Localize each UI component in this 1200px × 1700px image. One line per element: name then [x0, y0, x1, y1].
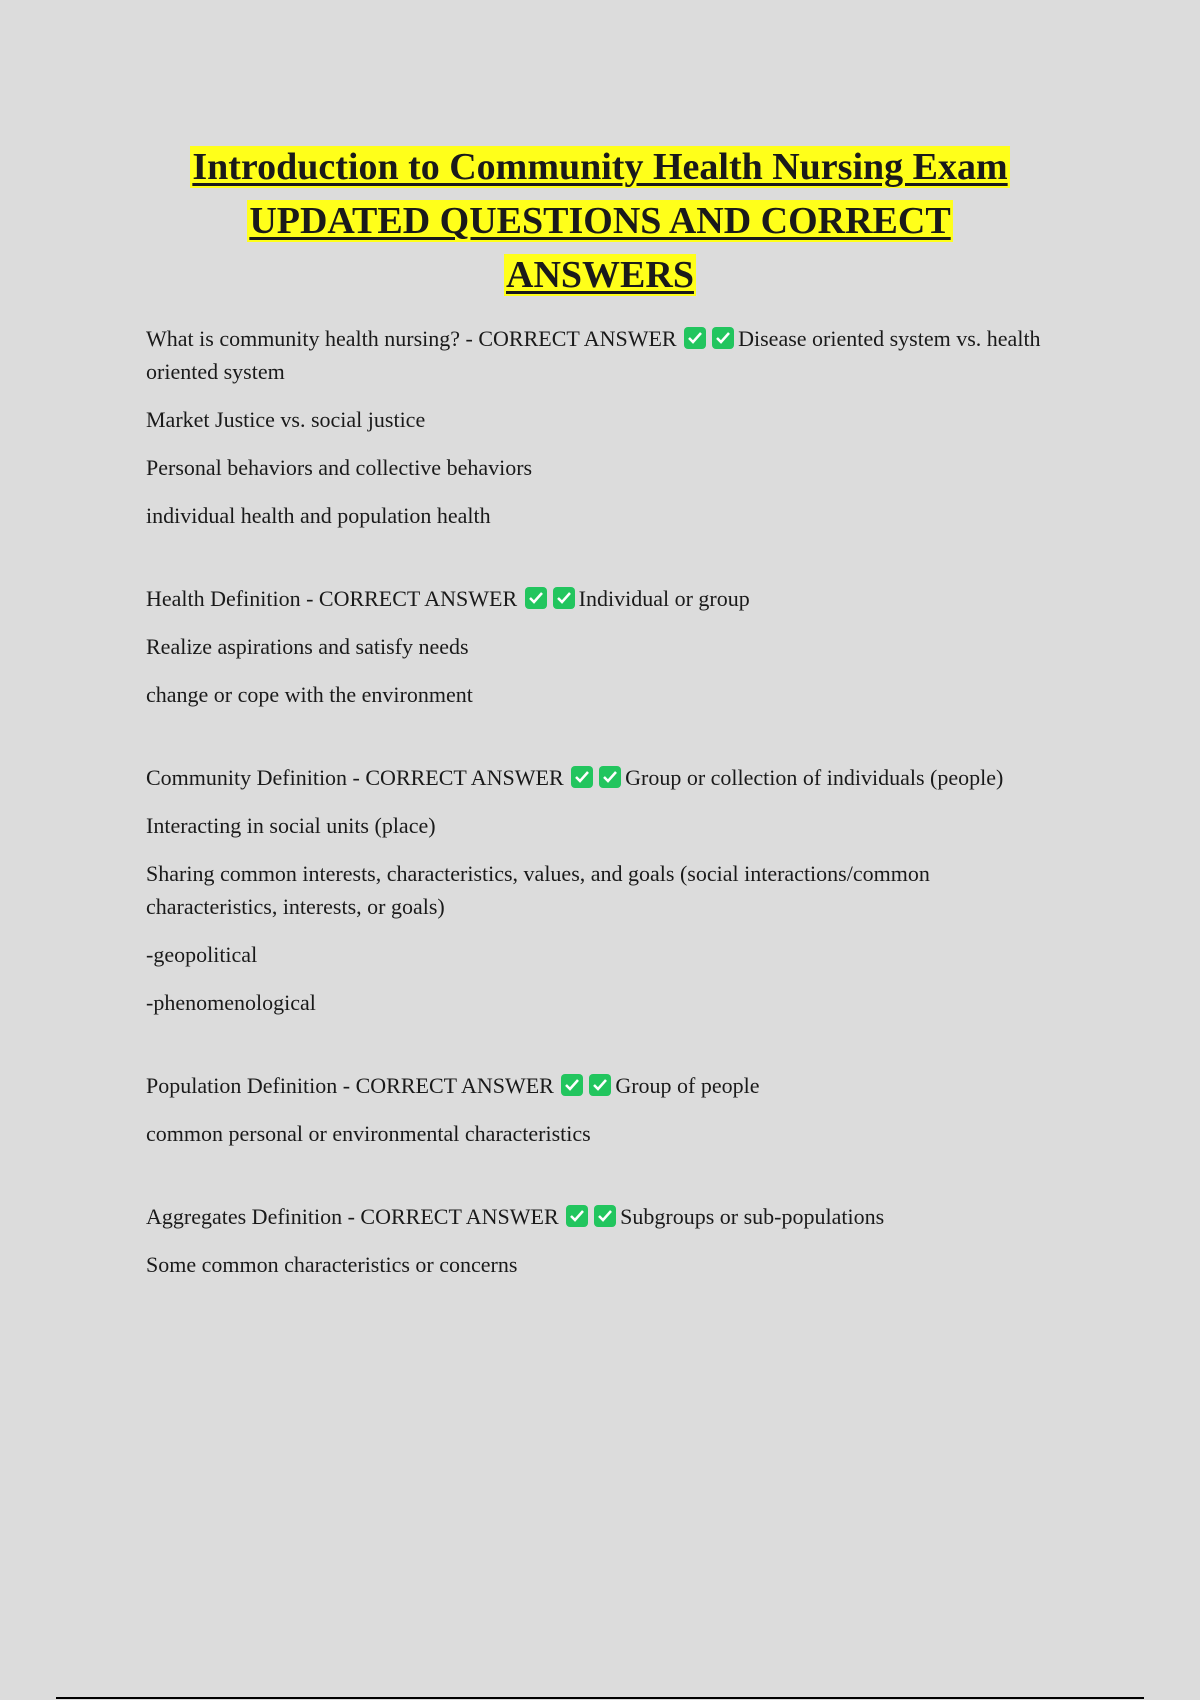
- answer-detail-line: -phenomenological: [146, 990, 316, 1015]
- question-text: Population Definition - CORRECT ANSWER: [146, 1073, 554, 1098]
- answer-text: Individual or group: [578, 586, 750, 611]
- question-line: [146, 1069, 1046, 1102]
- check-mark-icon: [566, 1205, 588, 1227]
- question-text: What is community health nursing? - CORRECT ANSWER: [146, 326, 677, 351]
- question-text: Community Definition - CORRECT ANSWER: [146, 765, 564, 790]
- check-mark-icon: [599, 766, 621, 788]
- title-line-1: Introduction to Community Health Nursing Exam: [192, 146, 1008, 188]
- qa-section: [146, 322, 1046, 532]
- answer-detail-line: individual health and population health: [146, 503, 491, 528]
- check-mark-icon: [684, 327, 706, 349]
- question-line: [146, 322, 1046, 388]
- answer-detail-line: -geopolitical: [146, 942, 258, 967]
- document-content: [146, 322, 1046, 1296]
- answer-detail-line: change or cope with the environment: [146, 682, 473, 707]
- answer-text: Group or collection of individuals (people): [625, 765, 1004, 790]
- check-mark-icon: [571, 766, 593, 788]
- answer-detail-line: Sharing common interests, characteristics, values, and goals (social interactions/common characteristics, interests, or goals): [146, 861, 930, 919]
- document-title: [140, 140, 1060, 302]
- answer-text: Subgroups or sub-populations: [620, 1204, 885, 1229]
- title-line-2: UPDATED QUESTIONS AND CORRECT: [249, 200, 951, 242]
- answer-detail-line: common personal or environmental characteristics: [146, 1121, 591, 1146]
- check-mark-icon: [561, 1074, 583, 1096]
- question-text: Aggregates Definition - CORRECT ANSWER: [146, 1204, 559, 1229]
- title-line-3: ANSWERS: [506, 254, 694, 296]
- answer-detail-line: Interacting in social units (place): [146, 813, 436, 838]
- answer-detail-line: Some common characteristics or concerns: [146, 1252, 518, 1277]
- check-mark-icon: [712, 327, 734, 349]
- qa-section: [146, 761, 1046, 1019]
- answer-text: Group of people: [615, 1073, 760, 1098]
- answer-detail-line: Realize aspirations and satisfy needs: [146, 634, 469, 659]
- question-text: Health Definition - CORRECT ANSWER: [146, 586, 518, 611]
- check-mark-icon: [553, 587, 575, 609]
- answer-detail-line: Market Justice vs. social justice: [146, 407, 426, 432]
- question-line: [146, 761, 1046, 794]
- page-bottom-rule: [56, 1697, 1144, 1699]
- qa-section: [146, 1200, 1046, 1281]
- qa-section: [146, 582, 1046, 711]
- answer-detail-line: Personal behaviors and collective behaviors: [146, 455, 533, 480]
- question-line: [146, 1200, 1046, 1233]
- check-mark-icon: [525, 587, 547, 609]
- answer-text: Disease oriented system vs. health oriented system: [146, 326, 1041, 384]
- check-mark-icon: [594, 1205, 616, 1227]
- check-mark-icon: [589, 1074, 611, 1096]
- qa-section: [146, 1069, 1046, 1150]
- question-line: [146, 582, 1046, 615]
